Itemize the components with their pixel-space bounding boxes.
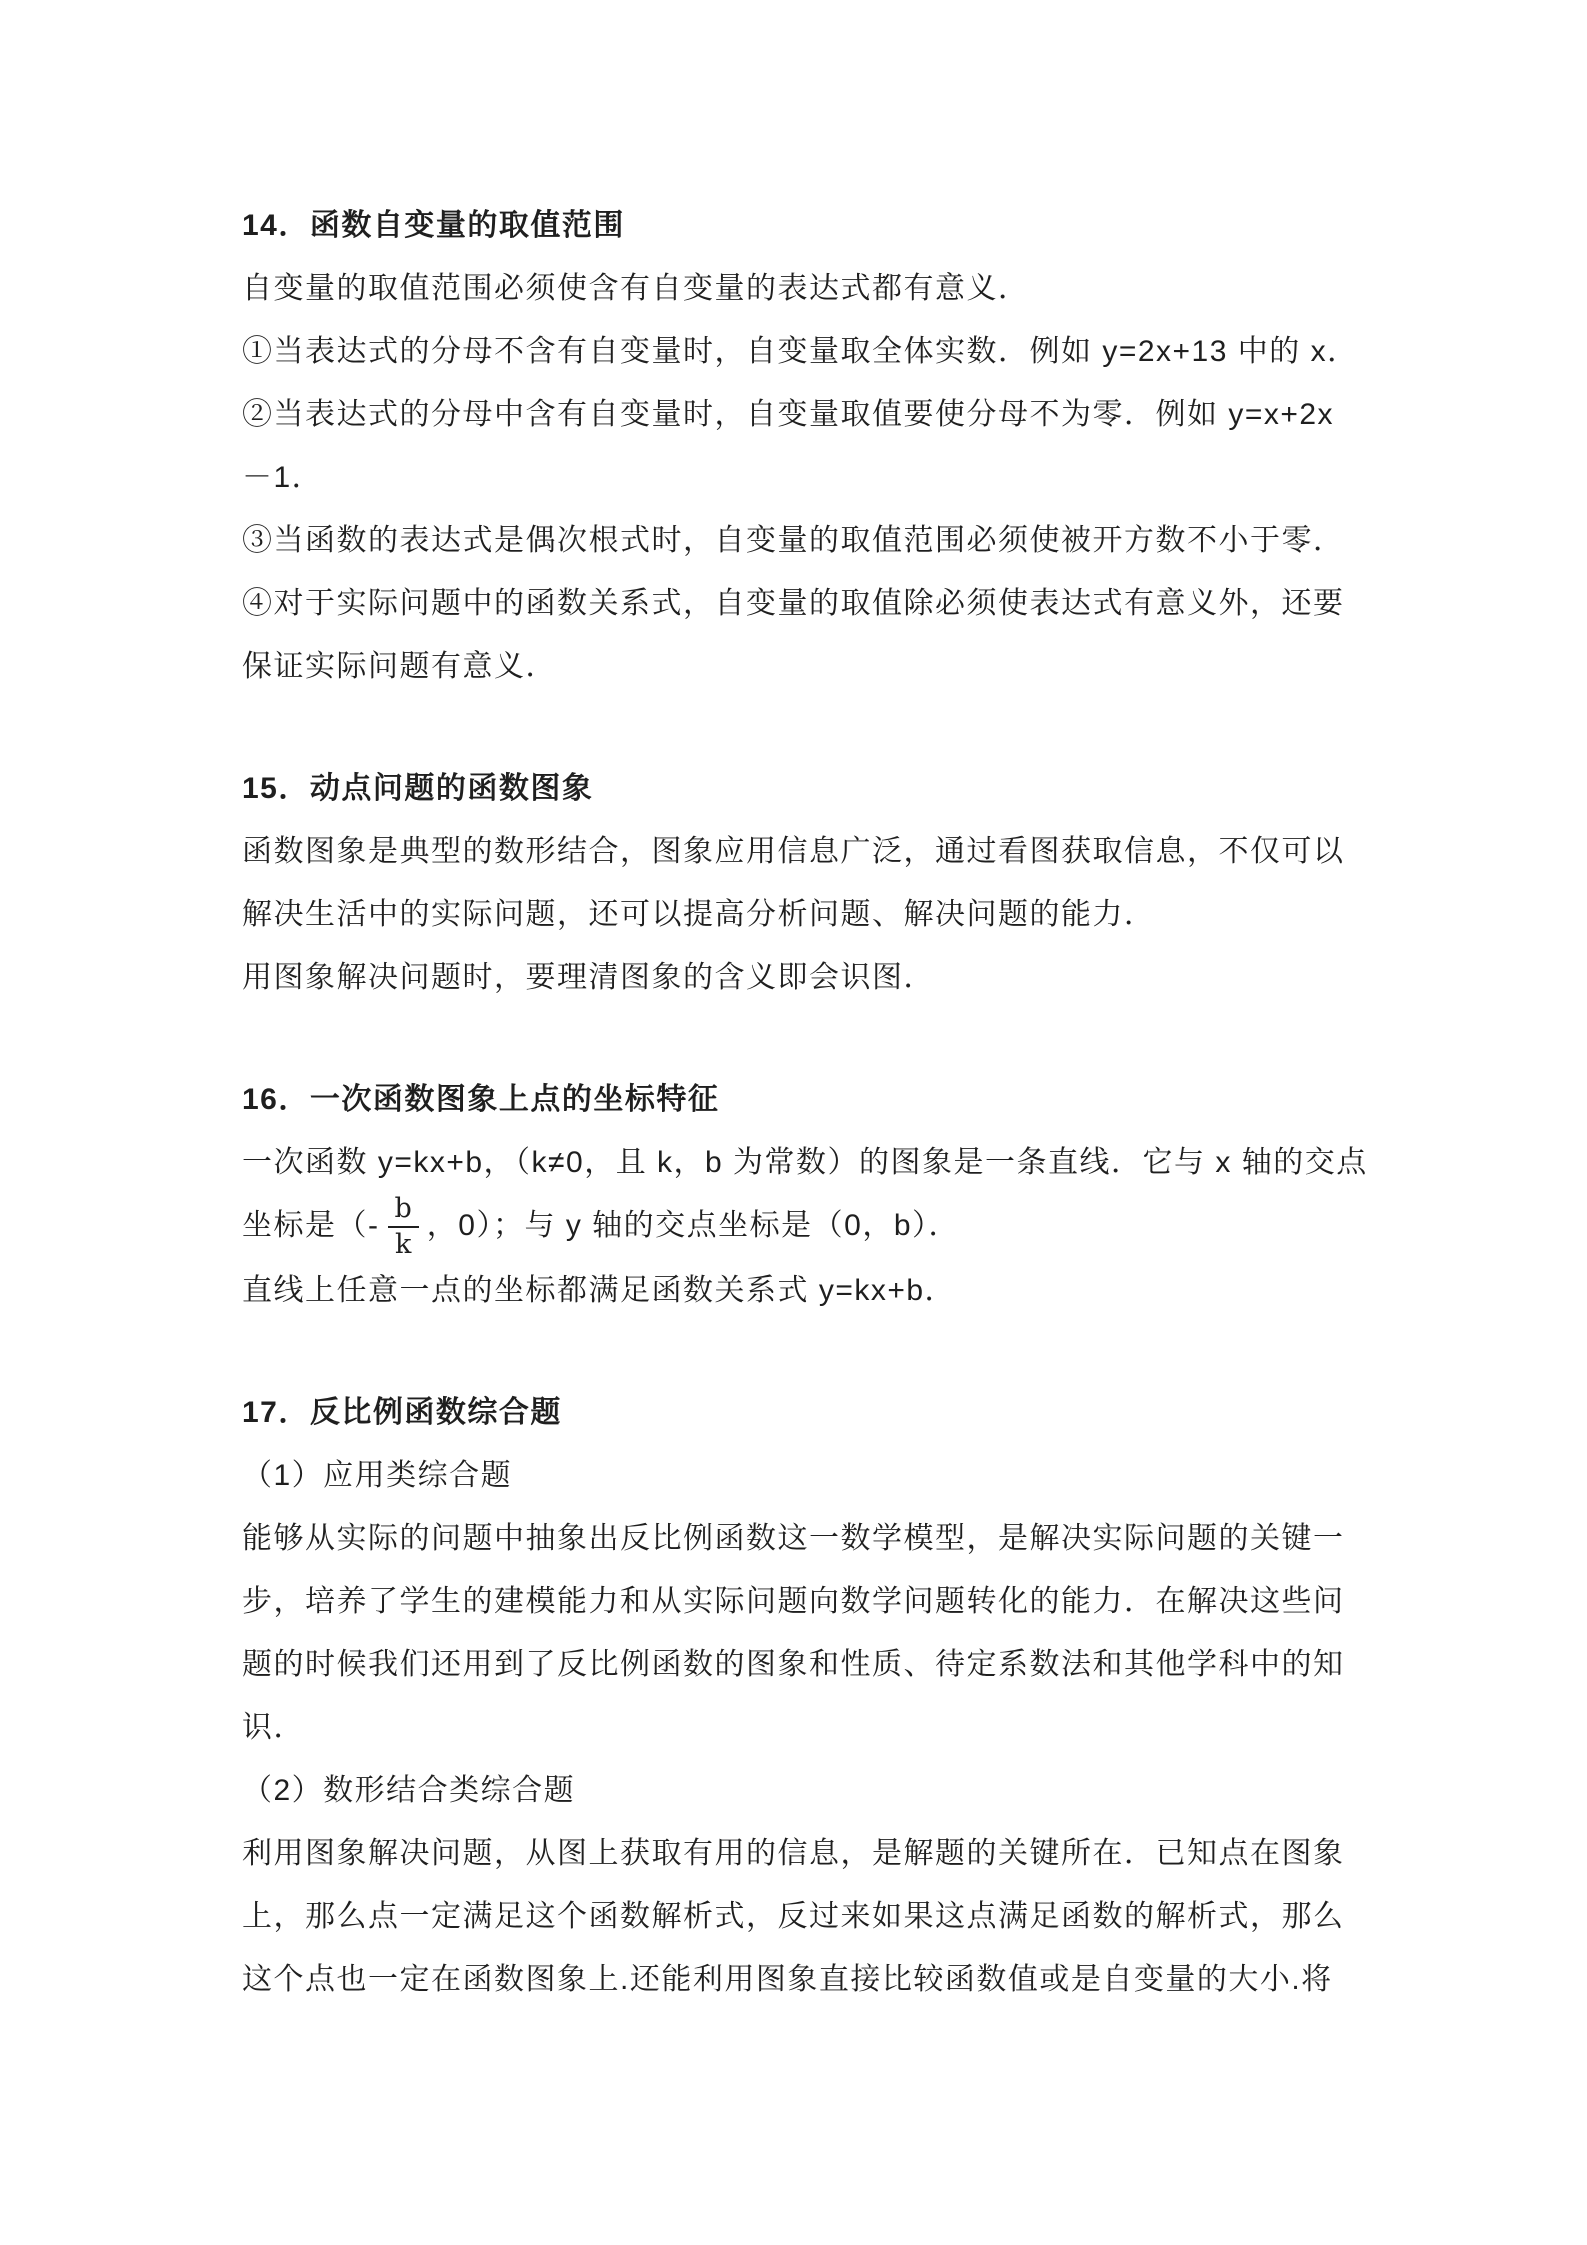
section-17-inverse-proportion: [242, 1381, 1347, 2011]
paragraph-line: 利用图象解决问题，从图上获取有用的信息，是解题的关键所在．已知点在图象: [242, 1837, 1345, 1871]
paragraph-line: 保证实际问题有意义．: [242, 650, 557, 683]
paragraph-line: 上，那么点一定满足这个函数解析式，反过来如果这点满足函数的解析式，那么: [242, 1900, 1345, 1934]
formula-line: [242, 1194, 1347, 1259]
paragraph-line: 识．: [242, 1711, 305, 1745]
paragraph-line: 能够从实际的问题中抽象出反比例函数这一数学模型，是解决实际问题的关键一: [242, 1522, 1345, 1556]
paragraph-line: 一次函数 y=kx+b，（k≠0，且 k，b 为常数）的图象是一条直线．它与 x 轴的交点: [242, 1146, 1368, 1179]
formula-pre-text: 坐标是（-: [242, 1209, 380, 1242]
subsection-label: （2）数形结合类综合题: [242, 1774, 576, 1808]
section-heading: 17．反比例函数综合题: [242, 1396, 562, 1430]
fraction-denominator: k: [394, 1229, 412, 1261]
paragraph-line: ④对于实际问题中的函数关系式，自变量的取值除必须使表达式有意义外，还要: [242, 587, 1345, 620]
section-heading: 14．函数自变量的取值范围: [242, 209, 625, 242]
paragraph-line: 函数图象是典型的数形结合，图象应用信息广泛，通过看图获取信息，不仅可以: [242, 835, 1345, 868]
section-14-function-domain: [242, 194, 1359, 698]
paragraph-line: －1．: [242, 461, 324, 494]
formula-post-text: ，0）；与 y 轴的交点坐标是（0，b）．: [426, 1209, 961, 1242]
paragraph-line: 直线上任意一点的坐标都满足函数关系式 y=kx+b．: [242, 1274, 957, 1308]
paragraph-line: ①当表达式的分母不含有自变量时，自变量取全体实数．例如 y=2x+13 中的 x．: [242, 335, 1359, 368]
fraction-numerator: b: [388, 1195, 419, 1228]
paragraph-line: 步，培养了学生的建模能力和从实际问题向数学问题转化的能力．在解决这些问: [242, 1585, 1345, 1619]
section-heading: 15．动点问题的函数图象: [242, 772, 594, 805]
paragraph-line: 这个点也一定在函数图象上.还能利用图象直接比较函数值或是自变量的大小.将: [242, 1963, 1333, 1997]
paragraph-line: 题的时候我们还用到了反比例函数的图象和性质、待定系数法和其他学科中的知: [242, 1648, 1345, 1682]
section-15-moving-point-graphs: [242, 757, 1347, 1009]
paragraph-line: 用图象解决问题时，要理清图象的含义即会识图．: [242, 961, 935, 994]
paragraph-line: ②当表达式的分母中含有自变量时，自变量取值要使分母不为零．例如 y=x+2x: [242, 398, 1335, 431]
subsection-label: （1）应用类综合题: [242, 1459, 513, 1493]
paragraph-line: 自变量的取值范围必须使含有自变量的表达式都有意义．: [242, 272, 1030, 305]
fraction-b-over-k: [388, 1192, 419, 1261]
paragraph-line: ③当函数的表达式是偶次根式时，自变量的取值范围必须使被开方数不小于零．: [242, 524, 1345, 557]
section-heading: 16．一次函数图象上点的坐标特征: [242, 1083, 720, 1116]
section-16-linear-function-points: [242, 1068, 1368, 1322]
paragraph-line: 解决生活中的实际问题，还可以提高分析问题、解决问题的能力．: [242, 898, 1156, 931]
